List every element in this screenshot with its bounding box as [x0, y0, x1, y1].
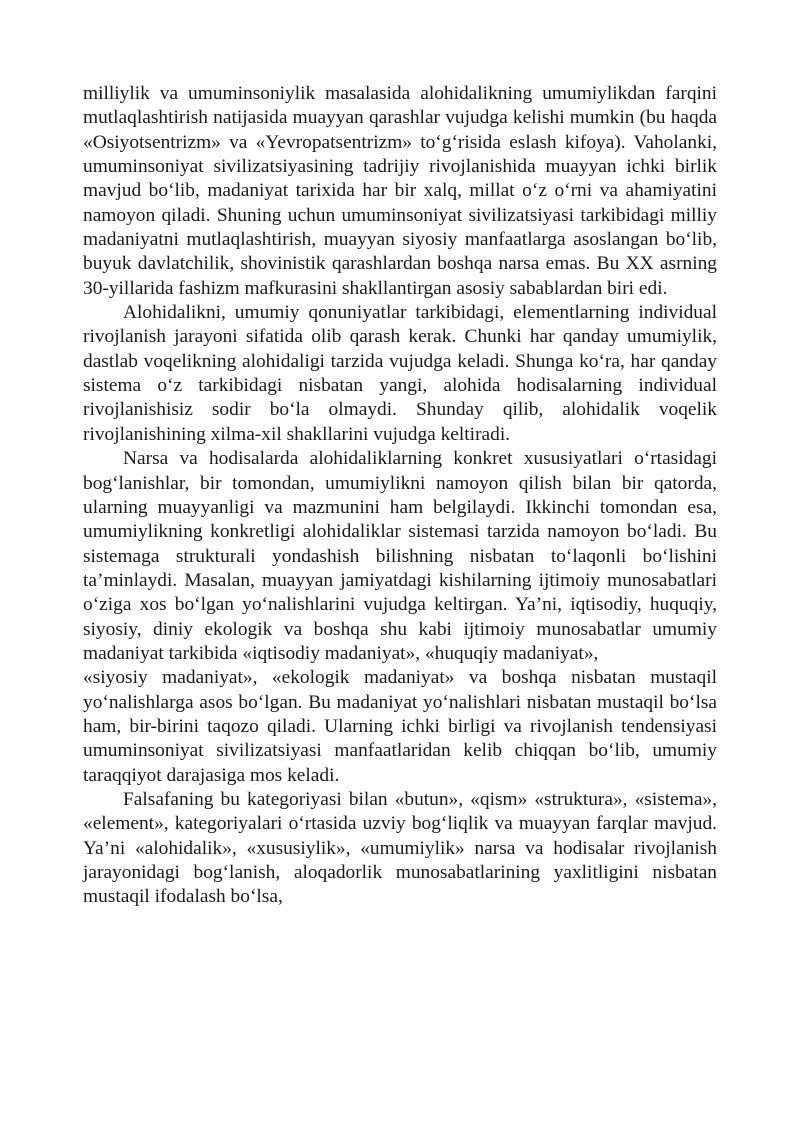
- paragraph-3: [83, 447, 717, 666]
- paragraph-2: Alohidalikni, umumiy qonuniyatlar tarkibidagi, elementlarning individual rivojlanish jarayoni sifatida olib qarash kerak. Chunki har qanday umumiylik, dastlab voqelikning alohidaligi tarzida vujudga keladi. Shunga ko‘ra, har qanday sistema o‘z tarkibidagi nisbatan yangi, alohida hodisalarning individual rivojlanishisiz sodir bo‘la olmaydi. Shunday qilib, alohidalik voqelik rivojlanishining xilma-xil shakllarini vujudga keltiradi.: [83, 302, 717, 445]
- paragraph-3-continuation: «siyosiy madaniyat», «ekologik madaniyat» va boshqa nisbatan mustaqil yo‘nalishlarga asos bo‘lgan. Bu madaniyat yo‘nalishlari nisbatan mustaqil bo‘lsa ham, bir-birini taqozo qiladi. Ularning ichki birligi va rivojlanish tendensiyasi umuminsoniyat sivilizatsiyasi manfaatlaridan kelib chiqqan bo‘lib, umumiy taraqqiyot darajasiga mos keladi.: [83, 667, 717, 786]
- paragraph-1: milliylik va umuminsoniylik masalasida alohidalikning umumiylikdan farqini mutlaqlashtirish natijasida muayyan qarashlar vujudga kelishi mumkin (bu haqda «Osiyotsentrizm» va «Yevropatsentrizm» to‘g‘risida eslash kifoya). Vaholanki, umuminsoniyat sivilizatsiyasining tadrijiy rivojlanishida muayyan ichki birlik mavjud bo‘lib, madaniyat tarixida har bir xalq, millat o‘z o‘rni va ahamiyatini namoyon qiladi. Shuning uchun umuminsoniyat sivilizatsiyasi tarkibidagi milliy madaniyatni mutlaqlashtirish, muayyan siyosiy manfaatlarga asoslangan bo‘lib, buyuk davlatchilik, shovinistik qarashlardan boshqa narsa emas. Bu XX asrning 30-yillarida fashizm mafkurasini shakllantirgan asosiy sabablardan biri edi.: [83, 83, 717, 299]
- paragraph-3-part-1: Narsa va hodisalarda alohidaliklarning konkret xususiyatlari o‘rtasidagi bog‘lanishlar, bir tomondan, umumiylikni namoyon qilish bilan bir qatorda, ularning muayyanligi va mazmunini ham belgilaydi. Ikkinchi tomondan esa, umumiylikning konkretligi alohidaliklar sistemasi tarzida namoyon bo‘ladi. Bu sistemaga strukturali yondashish bilishning nisbatan to‘laqonli bo‘lishini ta’minlaydi. Masalan, muayyan jamiyatdagi kishilarning ijtimoiy munosabatlari o‘ziga xos bo‘lgan yo‘nalishlarini vujudga keltirgan. Ya’ni, iqtisodiy, huquqiy, siyosiy, diniy ekologik va boshqa shu kabi ijtimoiy munosabatlar umumiy madaniyat tarkibida «iqtisodiy madaniyat», «huquqiy madaniyat»,: [83, 448, 717, 664]
- paragraph-4: Falsafaning bu kategoriyasi bilan «butun», «qism» «struktura», «sistema», «element», kategoriyalari o‘rtasida uzviy bog‘liqlik va muayyan farqlar mavjud. Ya’ni «alohidalik», «xususiylik», «umumiylik» narsa va hodisalar rivojlanish jarayonidagi bog‘lanish, aloqadorlik munosabatlarining yaxlitligini nisbatan mustaqil ifodalash bo‘lsa,: [83, 788, 717, 908]
- document-page: [83, 82, 717, 910]
